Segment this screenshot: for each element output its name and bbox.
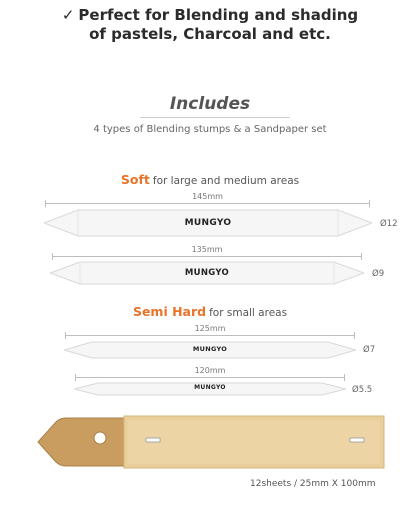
stump-3-diameter: Ø7 xyxy=(363,345,376,355)
semi-hard-category xyxy=(0,304,420,319)
includes-title: Includes xyxy=(169,94,251,114)
divider xyxy=(140,117,290,118)
blending-stump-2 xyxy=(50,260,364,286)
headline xyxy=(0,6,420,44)
semi-hard-text: for small areas xyxy=(209,307,288,319)
stump-4-dimension-line xyxy=(75,377,345,378)
stump-3-dimension-line xyxy=(65,335,355,336)
blending-stump-4 xyxy=(74,381,346,397)
stump-4-diameter: Ø5.5 xyxy=(352,385,373,395)
blending-stump-1 xyxy=(44,208,372,238)
headline-line-2: of pastels, Charcoal and etc. xyxy=(89,25,331,43)
soft-text: for large and medium areas xyxy=(152,175,300,187)
stump-2-brand: MUNGYO xyxy=(184,268,230,278)
stump-2-dimension-line xyxy=(52,256,362,257)
sandpaper-block xyxy=(36,408,386,476)
stump-4-length: 120mm xyxy=(194,366,226,375)
soft-highlight: Soft xyxy=(120,172,150,187)
stump-1-diameter: Ø12 xyxy=(380,219,398,229)
stump-2-length: 135mm xyxy=(191,245,223,254)
stump-3-brand: MUNGYO xyxy=(192,345,228,353)
stump-2-diameter: Ø9 xyxy=(372,269,385,279)
stump-4-brand: MUNGYO xyxy=(194,384,226,391)
semi-hard-highlight: Semi Hard xyxy=(132,304,207,319)
includes-subtitle: 4 types of Blending stumps & a Sandpaper set xyxy=(93,124,327,135)
stump-1-length: 145mm xyxy=(192,192,223,201)
blending-stump-3 xyxy=(64,340,356,360)
soft-category xyxy=(0,172,420,187)
check-icon: ✓ xyxy=(61,6,75,24)
stump-3-length: 125mm xyxy=(194,324,226,333)
stump-1-brand: MUNGYO xyxy=(184,218,232,228)
headline-line-1: Perfect for Blending and shading xyxy=(78,6,359,24)
sandpaper-caption: 12sheets / 25mm X 100mm xyxy=(250,479,376,489)
stump-1-dimension-line xyxy=(45,203,370,204)
